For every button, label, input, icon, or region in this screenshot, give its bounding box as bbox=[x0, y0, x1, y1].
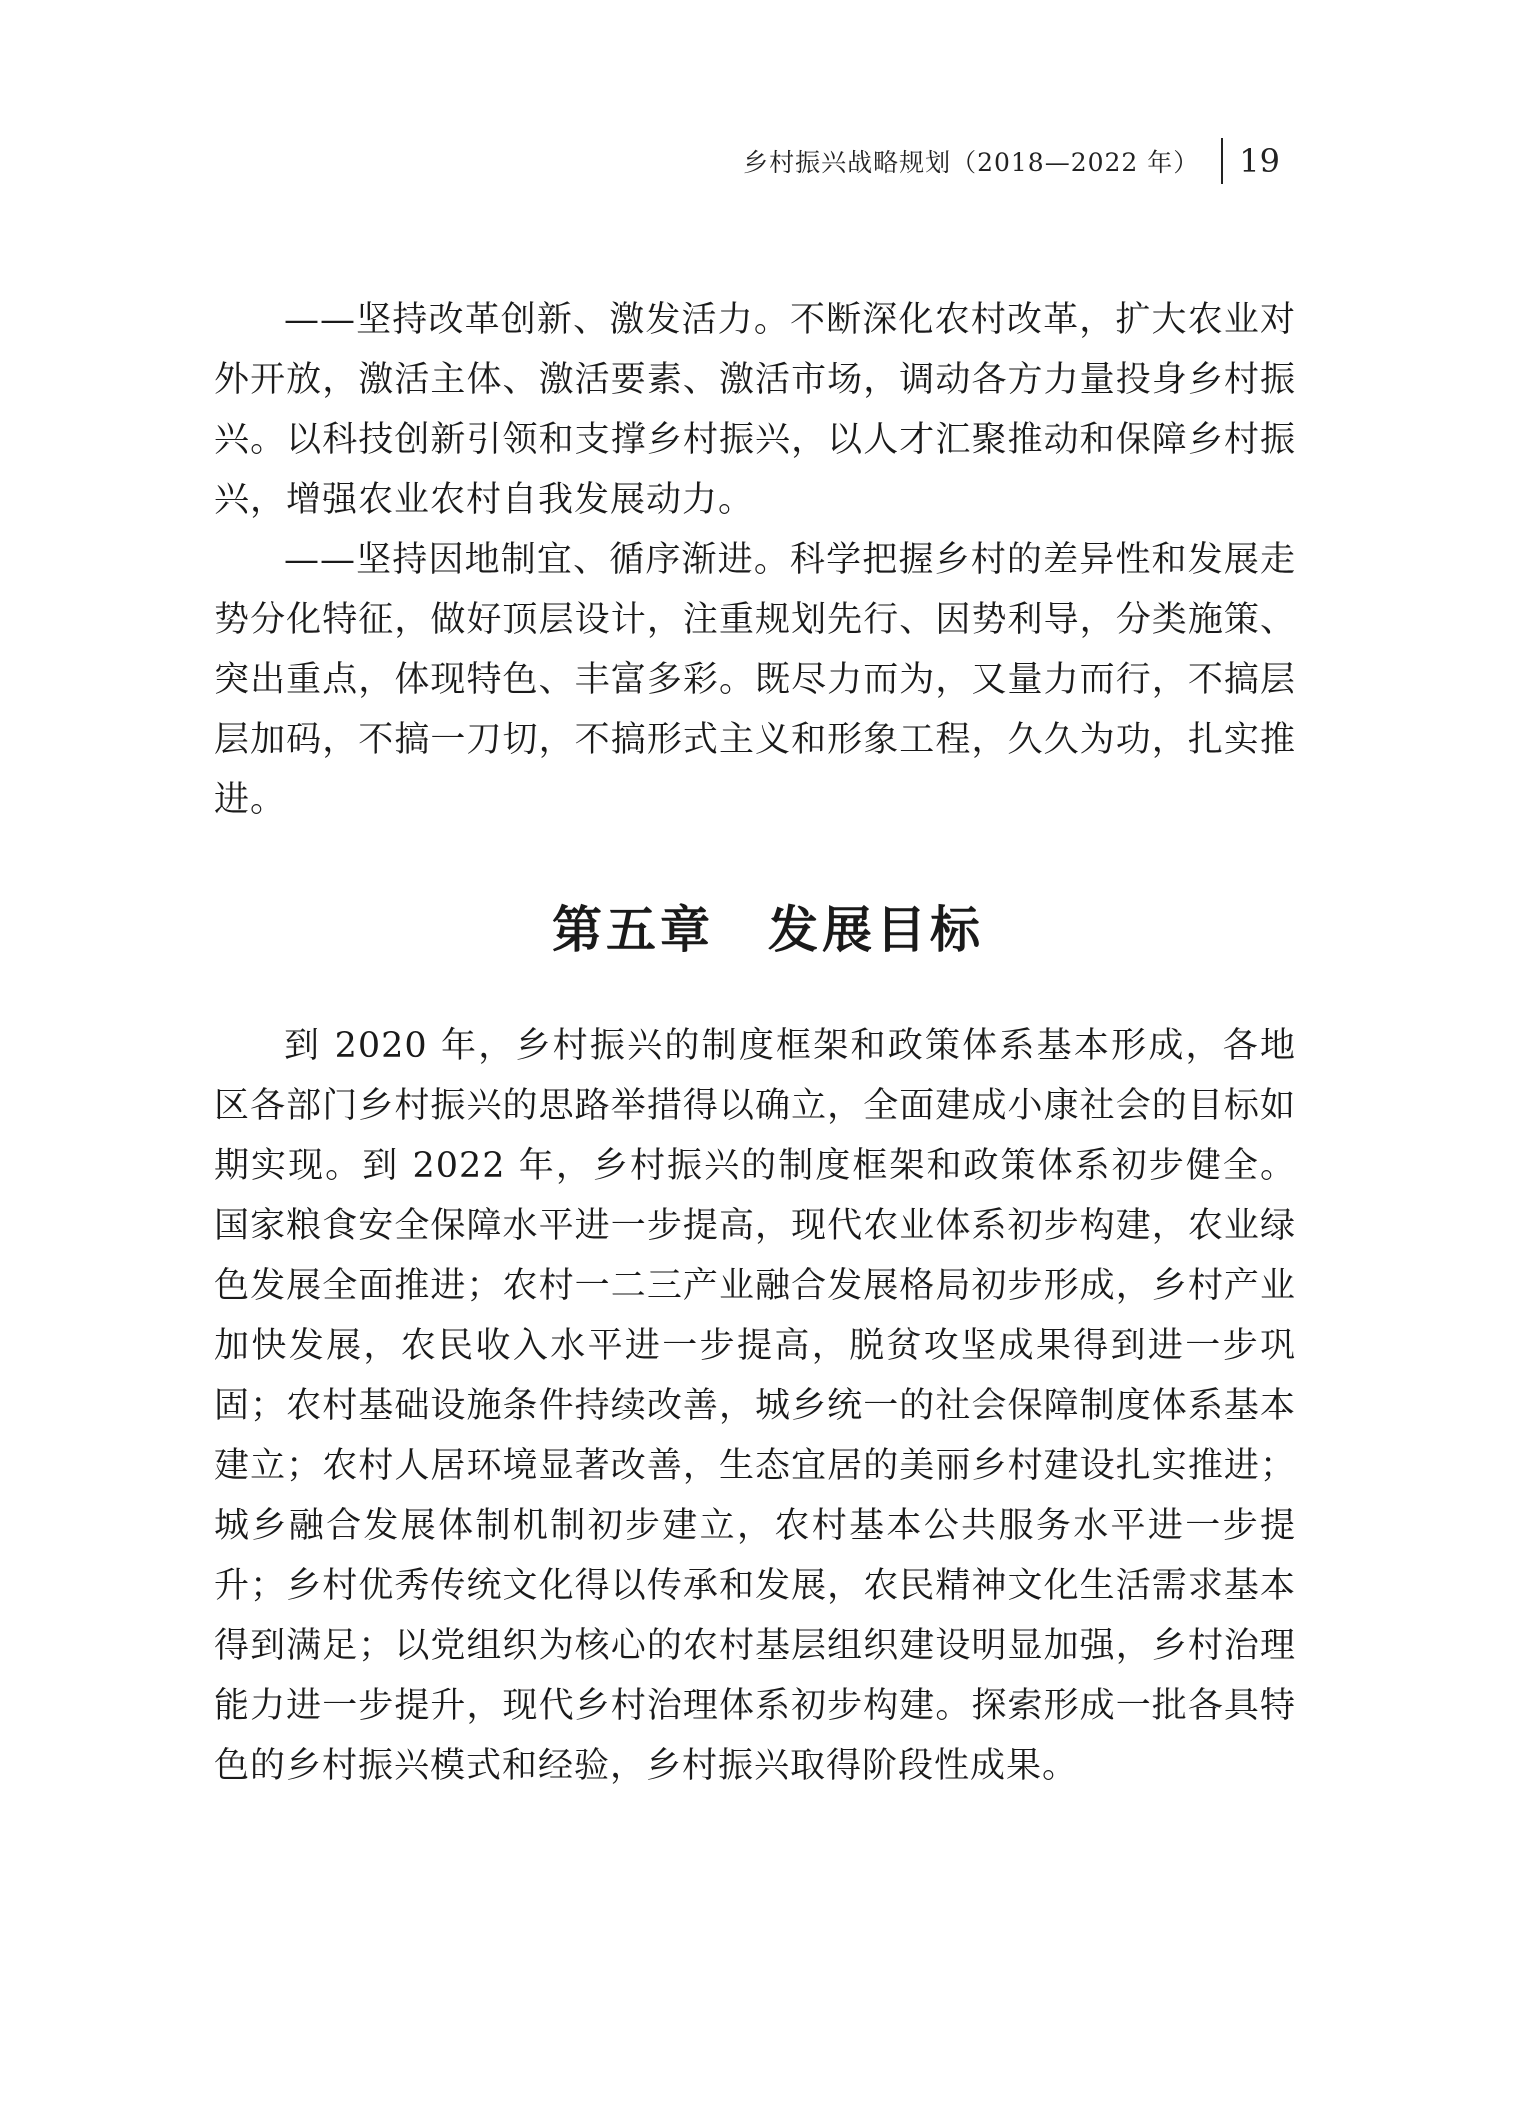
goals-section bbox=[214, 1016, 1296, 1796]
page-number: 19 bbox=[1239, 142, 1280, 180]
principles-section bbox=[214, 290, 1296, 830]
running-title: 乡村振兴战略规划（2018—2022 年） bbox=[743, 148, 1200, 177]
paragraph-reform-innovation: ——坚持改革创新、激发活力。不断深化农村改革，扩大农业对外开放，激活主体、激活要素、激活市场，调动各方力量投身乡村振兴。以科技创新引领和支撑乡村振兴，以人才汇聚推动和保障乡村振兴，增强农业农村自我发展动力。 bbox=[214, 300, 1296, 520]
running-header bbox=[743, 136, 1280, 186]
chapter-title: 第五章 发展目标 bbox=[552, 900, 984, 959]
paragraph-development-goals: 到 2020 年，乡村振兴的制度框架和政策体系基本形成，各地区各部门乡村振兴的思路举措得以确立，全面建成小康社会的目标如期实现。到 2022 年，乡村振兴的制度框架和政策体系初步健全。国家粮食安全保障水平进一步提高，现代农业体系初步构建，农业绿色发展全面推进；农村一二三产业融合发展格局初步形成，乡村产业加快发展，农民收入水平进一步提高，脱贫攻坚成果得到进一步巩固；农村基础设施条件持续改善，城乡统一的社会保障制度体系基本建立；农村人居环境显著改善，生态宜居的美丽乡村建设扎实推进；城乡融合发展体制机制初步建立，农村基本公共服务水平进一步提升；乡村优秀传统文化得以传承和发展，农民精神文化生活需求基本得到满足；以党组织为核心的农村基层组织建设明显加强，乡村治理能力进一步提升，现代乡村治理体系初步构建。探索形成一批各具特色的乡村振兴模式和经验，乡村振兴取得阶段性成果。 bbox=[214, 1026, 1296, 1786]
paragraph-local-conditions: ——坚持因地制宜、循序渐进。科学把握乡村的差异性和发展走势分化特征，做好顶层设计，注重规划先行、因势利导，分类施策、突出重点，体现特色、丰富多彩。既尽力而为，又量力而行，不搞层层加码，不搞一刀切，不搞形式主义和形象工程，久久为功，扎实推进。 bbox=[214, 540, 1296, 820]
